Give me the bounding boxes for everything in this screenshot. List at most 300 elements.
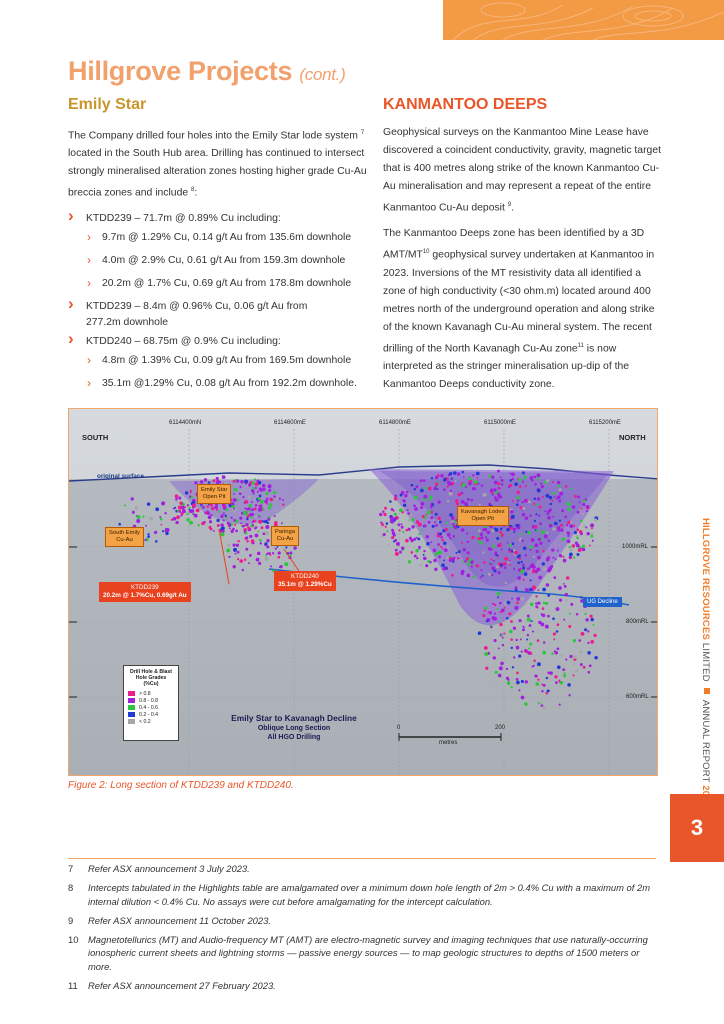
assay-dot	[546, 583, 550, 587]
assay-dot	[455, 499, 458, 502]
kanmantoo-deeps-section	[383, 96, 663, 394]
assay-dot	[531, 538, 535, 542]
assay-dot	[474, 480, 478, 484]
assay-dot	[149, 517, 153, 521]
assay-dot	[543, 684, 546, 687]
assay-dot	[516, 681, 520, 685]
assay-dot	[547, 615, 550, 618]
assay-dot	[425, 564, 428, 567]
assay-dot	[423, 479, 426, 482]
assay-dot	[518, 478, 521, 481]
assay-dot	[536, 530, 538, 532]
assay-dot	[282, 504, 284, 506]
assay-dot	[493, 488, 497, 492]
assay-dot	[562, 668, 565, 671]
assay-dot	[134, 506, 138, 510]
assay-dot	[426, 542, 430, 546]
assay-dot	[497, 592, 501, 596]
assay-dot	[552, 557, 554, 559]
figure-caption: Figure 2: Long section of KTDD239 and KTDD240.	[68, 780, 294, 791]
assay-dot	[561, 655, 563, 657]
assay-dot	[500, 477, 502, 479]
assay-dot	[468, 558, 471, 561]
assay-dot	[227, 543, 230, 546]
assay-dot	[521, 501, 523, 503]
assay-dot	[477, 535, 479, 537]
assay-dot	[244, 480, 248, 484]
assay-dot	[416, 537, 418, 539]
grid-label: 6114800mE	[379, 420, 411, 426]
assay-dot	[437, 543, 440, 546]
assay-dot	[468, 477, 471, 480]
assay-dot	[553, 576, 556, 579]
assay-dot	[456, 502, 459, 505]
assay-dot	[408, 560, 411, 563]
assay-dot	[522, 564, 525, 567]
assay-dot	[533, 527, 535, 529]
assay-dot	[233, 498, 237, 502]
assay-dot	[528, 648, 530, 650]
assay-dot	[511, 647, 513, 649]
assay-dot	[506, 668, 508, 670]
assay-dot	[265, 557, 269, 561]
assay-dot	[173, 508, 175, 510]
assay-dot	[498, 647, 500, 649]
assay-dot	[555, 558, 557, 560]
footnote: 11 Refer ASX announcement 27 February 2023.	[68, 980, 276, 992]
assay-dot	[420, 564, 422, 566]
assay-dot	[499, 611, 501, 613]
assay-dot	[549, 524, 553, 528]
assay-dot	[161, 501, 165, 505]
assay-dot	[178, 506, 182, 510]
assay-dot	[404, 494, 408, 498]
assay-dot	[387, 530, 389, 532]
assay-dot	[423, 557, 427, 561]
assay-dot	[516, 646, 520, 650]
assay-dot	[522, 567, 525, 570]
assay-dot	[144, 539, 146, 541]
assay-dot	[592, 540, 594, 542]
assay-dot	[202, 506, 205, 509]
assay-dot	[521, 651, 523, 653]
assay-dot	[198, 524, 200, 526]
assay-dot	[269, 554, 271, 556]
assay-dot	[401, 526, 404, 529]
assay-dot	[582, 503, 585, 506]
assay-dot	[519, 619, 522, 622]
assay-dot	[582, 545, 585, 548]
assay-dot	[568, 625, 571, 628]
assay-dot	[175, 494, 179, 498]
assay-dot	[564, 585, 567, 588]
assay-dot	[239, 492, 242, 495]
assay-dot	[522, 481, 524, 483]
assay-dot	[534, 543, 538, 547]
assay-dot	[265, 492, 268, 495]
assay-dot	[538, 514, 540, 516]
assay-dot	[192, 503, 196, 507]
assay-dot	[497, 608, 499, 610]
assay-dot	[242, 569, 244, 571]
assay-dot	[423, 550, 425, 552]
assay-dot	[540, 702, 542, 704]
assay-dot	[258, 514, 260, 516]
assay-dot	[566, 576, 570, 580]
grid-label: 6115200mE	[589, 420, 621, 426]
assay-dot	[553, 638, 555, 640]
assay-dot	[525, 650, 527, 652]
assay-dot	[515, 639, 517, 641]
assay-dot	[254, 508, 257, 511]
assay-dot	[452, 561, 454, 563]
assay-dot	[509, 479, 512, 482]
assay-dot	[162, 530, 164, 532]
assay-dot	[533, 665, 535, 667]
assay-dot	[431, 477, 433, 479]
assay-dot	[529, 476, 533, 480]
footnotes	[68, 862, 656, 998]
assay-dot	[544, 510, 546, 512]
assay-dot	[534, 520, 536, 522]
assay-dot	[499, 544, 502, 547]
assay-dot	[435, 524, 438, 527]
assay-dot	[570, 548, 573, 551]
assay-dot	[224, 515, 226, 517]
assay-dot	[277, 546, 279, 548]
assay-dot	[467, 551, 470, 554]
legend-item: 0.4 - 0.6	[128, 704, 174, 711]
assay-dot	[223, 519, 225, 521]
assay-dot	[228, 556, 230, 558]
assay-dot	[438, 550, 442, 554]
assay-dot	[525, 680, 528, 683]
assay-dot	[541, 684, 543, 686]
assay-dot	[573, 663, 575, 665]
assay-dot	[383, 533, 386, 536]
assay-dot	[546, 677, 548, 679]
assay-dot	[467, 562, 471, 566]
assay-dot	[179, 501, 183, 505]
assay-dot	[462, 471, 465, 474]
assay-dot	[531, 620, 533, 622]
assay-dot	[575, 669, 578, 672]
assay-dot	[508, 548, 510, 550]
assay-dot	[590, 523, 594, 527]
assay-dot	[258, 507, 262, 511]
assay-dot	[553, 496, 555, 498]
assay-dot	[514, 551, 518, 555]
assay-dot	[273, 495, 276, 498]
assay-dot	[588, 671, 591, 674]
assay-dot	[432, 525, 435, 528]
assay-dot	[521, 569, 524, 572]
assay-dot	[535, 605, 538, 608]
assay-dot	[528, 500, 531, 503]
assay-dot	[204, 478, 207, 481]
assay-dot	[453, 535, 456, 538]
assay-dot	[497, 596, 499, 598]
assay-dot	[166, 528, 170, 532]
grid-label: 6115000mE	[484, 420, 516, 426]
assay-dot	[536, 473, 540, 477]
assay-dot	[495, 681, 497, 683]
emily-star-intro: The Company drilled four holes into the Emily Star lode system $^7$ located in the South Hub area. Drilling has continued to intersect strongly mineralised alteration zones hosting higher grade Cu-Au breccia zones and include $^8$:	[68, 130, 367, 199]
assay-dot	[185, 491, 188, 494]
assay-dot	[490, 626, 492, 628]
assay-dot	[522, 628, 525, 631]
assay-dot	[579, 530, 582, 533]
assay-dot	[247, 507, 250, 510]
assay-dot	[235, 530, 238, 533]
assay-dot	[549, 496, 552, 499]
kanmantoo-paragraph-1: Geophysical surveys on the Kanmantoo Mine Lease have discovered a coincident conductivity, gravity, magnetic target that is 400 metres along strike of the known Kanmantoo Cu-Au mineralisation and may represent a repeat of the entire Kanmantoo Cu-Au deposit $^9$.	[383, 127, 661, 214]
assay-dot	[239, 486, 241, 488]
assay-dot	[488, 573, 491, 576]
assay-dot	[443, 488, 446, 491]
assay-dot	[501, 634, 503, 636]
grid-label: 6114600mE	[274, 420, 306, 426]
assay-dot	[510, 510, 514, 514]
assay-dot	[255, 487, 257, 489]
assay-dot	[175, 522, 178, 525]
assay-dot	[569, 524, 573, 528]
assay-dot	[510, 620, 513, 623]
assay-dot	[223, 512, 225, 514]
assay-dot	[509, 473, 511, 475]
assay-dot	[400, 523, 402, 525]
assay-dot	[527, 614, 530, 617]
assay-dot	[537, 497, 540, 500]
assay-dot	[393, 540, 395, 542]
assay-dot	[225, 508, 228, 511]
assay-dot	[524, 702, 527, 705]
assay-dot	[497, 545, 499, 547]
assay-dot	[417, 537, 420, 540]
assay-dot	[472, 576, 474, 578]
assay-dot	[395, 552, 399, 556]
assay-dot	[265, 525, 269, 529]
assay-dot	[521, 533, 523, 535]
assay-dot	[233, 523, 235, 525]
ktdd239-callout: KTDD239 20.2m @ 1.7%Cu, 0.69g/t Au	[99, 582, 191, 602]
assay-dot	[266, 498, 269, 501]
assay-dot	[508, 560, 510, 562]
assay-dot	[233, 480, 236, 483]
assay-dot	[558, 488, 561, 491]
assay-dot	[525, 517, 528, 520]
assay-dot	[245, 548, 248, 551]
assay-dot	[259, 487, 262, 490]
assay-dot	[397, 523, 400, 526]
assay-dot	[413, 504, 416, 507]
assay-dot	[289, 551, 292, 554]
assay-dot	[259, 505, 262, 508]
assay-dot	[548, 540, 551, 543]
assay-dot	[490, 488, 494, 492]
assay-dot	[188, 507, 190, 509]
list-item: › 35.1m @1.29% Cu, 0.08 g/t Au from 192.2m downhole.	[68, 376, 368, 392]
assay-dot	[248, 483, 251, 486]
assay-dot	[257, 491, 259, 493]
assay-dot	[147, 535, 150, 538]
assay-dot	[416, 520, 419, 523]
assay-dot	[524, 499, 526, 501]
assay-dot	[486, 539, 489, 542]
assay-dot	[535, 570, 539, 574]
assay-dot	[494, 613, 496, 615]
assay-dot	[500, 662, 504, 666]
assay-dot	[557, 647, 560, 650]
assay-dot	[507, 542, 509, 544]
footnote: 10 Magnetotellurics (MT) and Audio-frequency MT (AMT) are electro-magnetic survey and imaging techniques that use naturally-occurring ionospheric current sheets and lightning storms — passive energy sources — to map geologic structures to depths of 1500 meters or more.	[68, 934, 648, 972]
assay-dot	[477, 540, 479, 542]
assay-dot	[563, 675, 566, 678]
assay-dot	[557, 623, 560, 626]
assay-dot	[394, 495, 397, 498]
assay-dot	[434, 521, 436, 523]
footnote-divider	[68, 858, 656, 859]
assay-dot	[529, 652, 532, 655]
assay-dot	[559, 520, 561, 522]
assay-dot	[433, 559, 436, 562]
assay-dot	[552, 617, 555, 620]
assay-dot	[457, 493, 461, 497]
assay-dot	[573, 556, 575, 558]
assay-dot	[535, 602, 538, 605]
assay-dot	[236, 544, 239, 547]
assay-dot	[268, 506, 271, 509]
assay-dot	[551, 653, 554, 656]
assay-dot	[273, 491, 276, 494]
assay-dot	[230, 517, 232, 519]
assay-dot	[543, 641, 545, 643]
assay-dot	[398, 529, 400, 531]
assay-dot	[257, 531, 259, 533]
assay-dot	[557, 481, 561, 485]
assay-dot	[494, 639, 497, 642]
assay-dot	[463, 548, 466, 551]
assay-dot	[424, 524, 427, 527]
assay-dot	[384, 507, 387, 510]
assay-dot	[482, 575, 484, 577]
assay-dot	[575, 542, 578, 545]
assay-dot	[527, 531, 531, 535]
assay-dot	[255, 534, 259, 538]
assay-dot	[457, 472, 460, 475]
assay-dot	[210, 514, 212, 516]
page-title: Hillgrove Projects (cont.)	[68, 56, 346, 86]
assay-dot	[557, 526, 560, 529]
assay-dot	[463, 476, 465, 478]
assay-dot	[472, 474, 474, 476]
assay-dot	[590, 640, 594, 644]
assay-dot	[401, 547, 404, 550]
assay-dot	[467, 498, 470, 501]
assay-dot	[256, 558, 260, 562]
assay-dot	[408, 518, 412, 522]
assay-dot	[530, 546, 533, 549]
assay-dot	[467, 541, 469, 543]
assay-dot	[535, 595, 537, 597]
assay-dot	[547, 516, 551, 520]
assay-dot	[538, 588, 540, 590]
assay-dot	[392, 531, 395, 534]
assay-dot	[563, 583, 565, 585]
assay-dot	[479, 541, 482, 544]
assay-dot	[566, 524, 568, 526]
assay-dot	[246, 518, 248, 520]
assay-dot	[497, 470, 500, 473]
assay-dot	[414, 555, 417, 558]
assay-dot	[496, 565, 499, 568]
scale-unit: metres	[439, 740, 458, 746]
assay-dot	[552, 516, 554, 518]
assay-dot	[524, 603, 527, 606]
assay-dot	[546, 531, 548, 533]
assay-dot	[278, 551, 281, 554]
assay-dot	[558, 586, 562, 590]
assay-dot	[573, 674, 575, 676]
assay-dot	[261, 526, 264, 529]
assay-dot	[516, 597, 520, 601]
assay-dot	[446, 522, 448, 524]
assay-dot	[497, 492, 500, 495]
assay-dot	[537, 639, 540, 642]
assay-dot	[539, 522, 542, 525]
assay-dot	[555, 681, 558, 684]
list-item: › KTDD240 – 68.75m @ 0.9% Cu including:	[68, 334, 368, 350]
assay-dot	[251, 539, 255, 543]
assay-dot	[422, 515, 425, 518]
assay-dot	[438, 517, 441, 520]
assay-dot	[537, 489, 541, 493]
assay-dot	[522, 471, 525, 474]
assay-dot	[265, 542, 268, 545]
assay-dot	[268, 490, 270, 492]
assay-dot	[393, 519, 395, 521]
assay-dot	[589, 664, 592, 667]
assay-dot	[494, 604, 496, 606]
assay-dot	[270, 565, 272, 567]
assay-dot	[559, 554, 562, 557]
assay-dot	[391, 529, 394, 532]
assay-dot	[522, 507, 525, 510]
assay-dot	[499, 534, 501, 536]
assay-dot	[551, 500, 553, 502]
legend-item: 0.8 - 0.8	[128, 697, 174, 704]
original-surface-label: original surface	[97, 473, 144, 480]
assay-dot	[496, 554, 498, 556]
assay-dot	[254, 478, 256, 480]
assay-dot	[527, 634, 529, 636]
assay-dot	[411, 525, 414, 528]
kanmantoo-paragraph-2: The Kanmantoo Deeps zone has been identified by a 3D AMT/MT$^{10}$ geophysical survey undertaken at Kanmantoo in 2023. Inversions of the MT resistivity data all identified a zone of high conductivity (<30 ohm.m) located around 400 metres north of the underground operation and along strike of the known Kavanagh Cu-Au mineral system. The recent drilling of the North Kavanagh Cu-Au zone$^{11}$ is now interpreted as the stringer mineralisation up-dip of the Kanmantoo Deeps conductivity zone.	[383, 228, 655, 391]
assay-dot	[589, 545, 591, 547]
assay-dot	[179, 511, 181, 513]
assay-dot	[487, 531, 490, 534]
assay-dot	[416, 557, 418, 559]
assay-dot	[395, 549, 398, 552]
assay-dot	[455, 552, 457, 554]
assay-dot	[522, 626, 524, 628]
assay-dot	[497, 482, 500, 485]
assay-dot	[234, 488, 238, 492]
assay-dot	[442, 567, 445, 570]
assay-dot	[440, 474, 443, 477]
assay-dot	[266, 539, 269, 542]
assay-dot	[584, 628, 587, 631]
